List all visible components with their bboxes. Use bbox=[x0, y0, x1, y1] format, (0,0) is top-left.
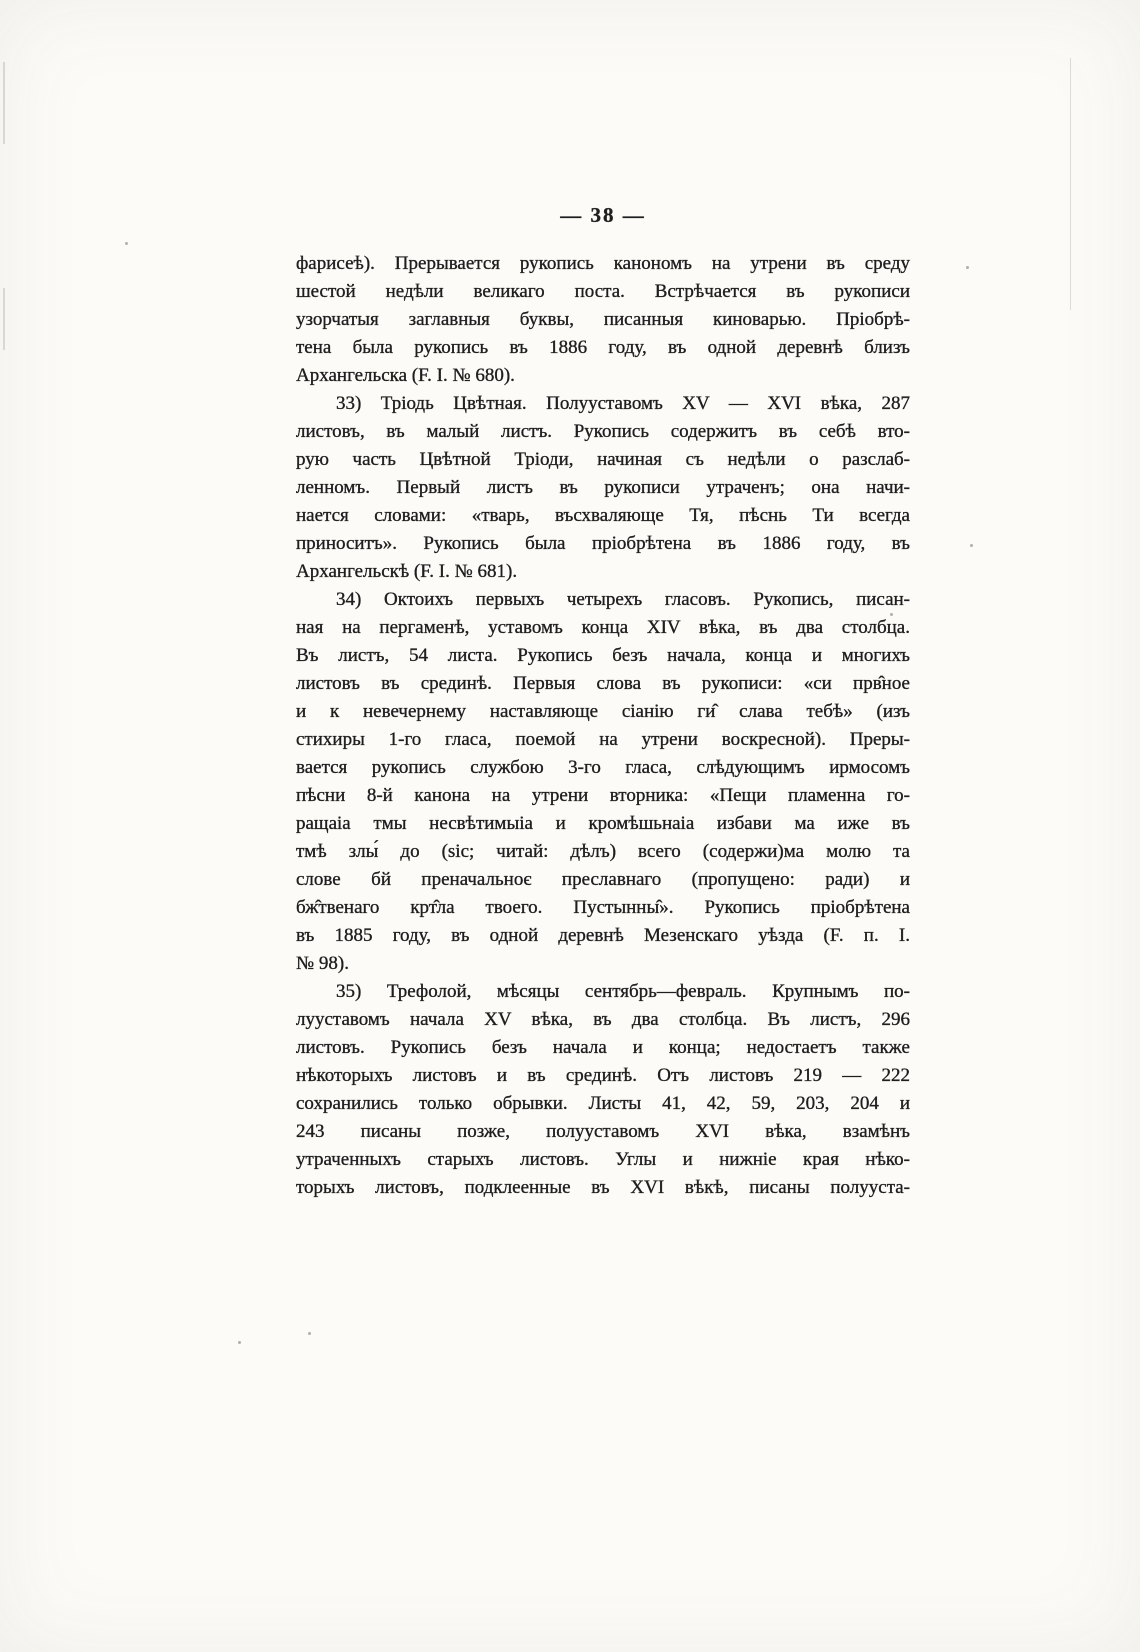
text-line: фарисеѣ). Прерывается рукопись канономъ на утрени въ среду bbox=[296, 253, 910, 274]
text-line: стихиры 1-го гласа, поемой на утрени воскресной). Преры- bbox=[296, 729, 910, 750]
text-line: 243 писаны позже, полууставомъ XVI вѣка, взамѣнъ bbox=[296, 1121, 910, 1142]
text-line: сохранились только обрывки. Листы 41, 42, 59, 203, 204 и bbox=[296, 1093, 910, 1114]
text-line: бж̂твенаго крт̂ла твоего. Пустынны̂». Рукопись пріобрѣтена bbox=[296, 897, 910, 918]
text-line: лууставомъ начала XV вѣка, въ два столбца. Въ листъ, 296 bbox=[296, 1009, 910, 1030]
scan-edge-mark bbox=[1070, 58, 1071, 310]
text-line: нѣкоторыхъ листовъ и въ срединѣ. Отъ листовъ 219 — 222 bbox=[296, 1065, 910, 1086]
text-line: листовъ въ срединѣ. Первыя слова въ рукописи: «си прв̂ное bbox=[296, 673, 910, 694]
text-line: ленномъ. Первый листъ въ рукописи утраченъ; она начи- bbox=[296, 477, 910, 498]
text-line: Архангельскѣ (F. I. № 681). bbox=[296, 561, 518, 582]
text-line: 33) Тріодь Цвѣтная. Полууставомъ XV — XVI вѣка, 287 bbox=[336, 393, 910, 414]
text-line: узорчатыя заглавныя буквы, писанныя киноварью. Пріобрѣ- bbox=[296, 309, 910, 330]
scan-speck bbox=[308, 1332, 311, 1335]
text-line: вается рукопись службою 3-го гласа, слѣдующимъ ирмосомъ bbox=[296, 757, 910, 778]
text-line: рую часть Цвѣтной Тріоди, начиная съ недѣли о разслаб- bbox=[296, 449, 910, 470]
text-line: пѣсни 8-й канона на утрени вторника: «Пещи пламенна го- bbox=[296, 785, 910, 806]
scan-speck bbox=[238, 1341, 241, 1344]
text-line: приноситъ». Рукопись была пріобрѣтена въ 1886 году, въ bbox=[296, 533, 910, 554]
text-line: слове бй преначальноє преславнаго (пропущено: ради) и bbox=[296, 869, 910, 890]
text-line: № 98). bbox=[296, 953, 349, 974]
text-line: листовъ, въ малый листъ. Рукопись содержитъ въ себѣ вто- bbox=[296, 421, 910, 442]
text-line: Архангельска (F. I. № 680). bbox=[296, 365, 515, 386]
text-line: утраченныхъ старыхъ листовъ. Углы и нижніе края нѣко- bbox=[296, 1149, 910, 1170]
text-line: ная на пергаменѣ, уставомъ конца XIV вѣка, въ два столбца. bbox=[296, 617, 910, 638]
text-line: шестой недѣли великаго поста. Встрѣчается въ рукописи bbox=[296, 281, 910, 302]
text-line: тмѣ злы́ до (sic; читай: дѣлъ) всего (содержи)ма молю та bbox=[296, 841, 910, 862]
scan-edge-mark bbox=[3, 288, 5, 350]
scan-speck bbox=[125, 242, 128, 245]
scan-speck bbox=[970, 544, 973, 547]
scan-speck bbox=[966, 266, 969, 269]
text-line: ращаіа тмы несвѣтимыіа и кромѣшьнаіа избави ма иже въ bbox=[296, 813, 910, 834]
text-line: листовъ. Рукопись безъ начала и конца; недостаетъ также bbox=[296, 1037, 910, 1058]
text-line: 34) Октоихъ первыхъ четырехъ гласовъ. Рукопись, писан- bbox=[336, 589, 910, 610]
scan-edge-mark bbox=[3, 62, 5, 144]
text-line: 35) Трефолой, мѣсяцы сентябрь—февраль. Крупнымъ по- bbox=[336, 981, 910, 1002]
text-line: тена была рукопись въ 1886 году, въ одной деревнѣ близъ bbox=[296, 337, 910, 358]
text-line: и к невечернему наставляюще сіанію ги̂ слава тебѣ» (изъ bbox=[296, 701, 910, 722]
text-line: торыхъ листовъ, подклеенные въ XVI вѣкѣ, писаны полууста- bbox=[296, 1177, 910, 1198]
text-line: Въ листъ, 54 листа. Рукопись безъ начала, конца и многихъ bbox=[296, 645, 910, 666]
text-line: въ 1885 году, въ одной деревнѣ Мезенскаго уѣзда (F. п. I. bbox=[296, 925, 910, 946]
page-number: — 38 — bbox=[560, 203, 646, 227]
page-text-block bbox=[296, 250, 910, 1202]
text-line: нается словами: «тварь, въсхваляюще Тя, пѣснь Ти всегда bbox=[296, 505, 910, 526]
